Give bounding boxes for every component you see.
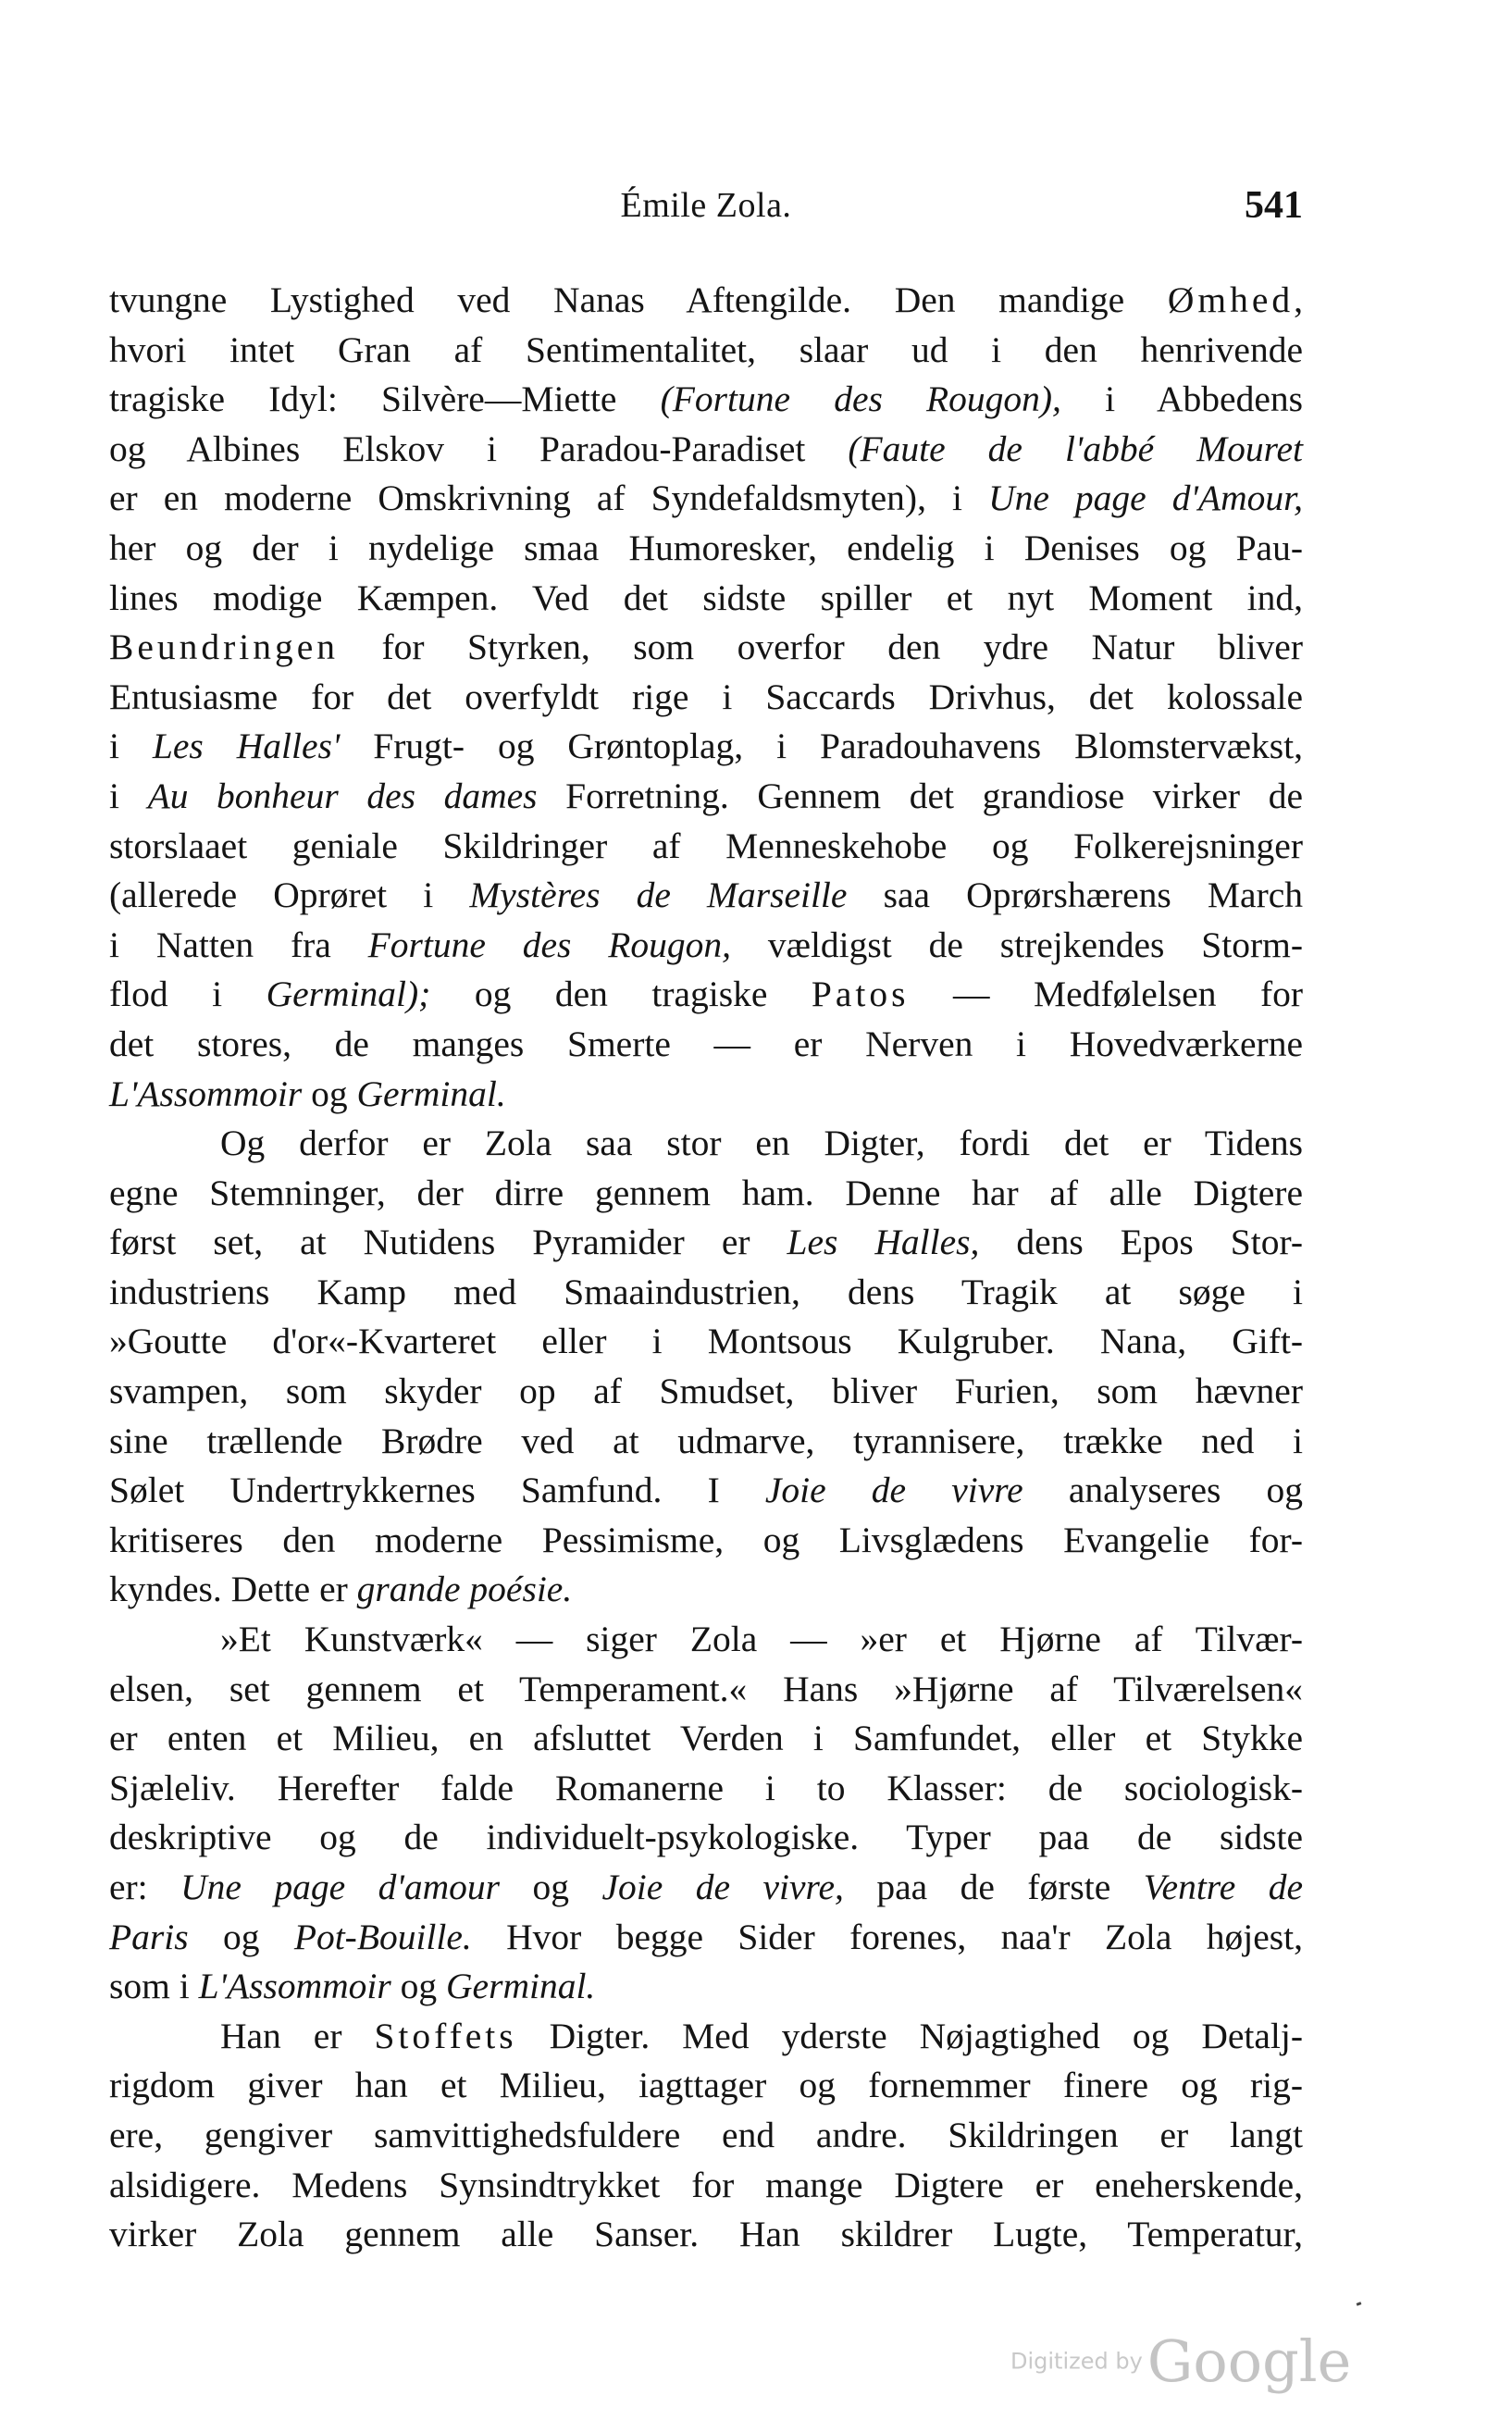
text-segment: Digter. Med yderste Nøjagtighed og Detalj- — [516, 2015, 1303, 2056]
text-segment: industriens Kamp med Smaaindustrien, dens Tragik at søge i — [109, 1271, 1303, 1312]
text-line — [109, 970, 1303, 1020]
italic-title: Germinal); — [266, 974, 431, 1015]
italic-title: (Fortune des Rougon), — [660, 379, 1061, 420]
text-segment: , — [1294, 279, 1303, 320]
text-segment: Og derfor er Zola saa stor en Digter, fordi det er Tidens — [220, 1123, 1303, 1164]
text-line — [109, 1813, 1303, 1863]
text-segment: i — [109, 726, 153, 767]
text-segment: og — [390, 1966, 447, 2007]
text-line — [109, 2210, 1303, 2260]
italic-title: Ventre de — [1143, 1867, 1303, 1907]
text-segment: saa Oprørshærens March — [847, 875, 1304, 916]
text-segment: Forretning. Gennem det grandiose virker de — [537, 775, 1303, 816]
text-segment: hvori intet Gran af Sentimentalitet, slaar ud i den henrivende — [109, 329, 1303, 370]
text-line — [109, 2012, 1303, 2062]
italic-title: L'Assommoir — [109, 1073, 303, 1114]
italic-title: Fortune des Rougon, — [367, 924, 732, 965]
text-segment: paa de første — [843, 1867, 1144, 1907]
text-line — [109, 1119, 1303, 1169]
text-segment: elsen, set gennem et Temperament.« Hans »Hjørne af Tilværelsen« — [109, 1668, 1303, 1709]
text-segment: Frugt- og Grøntoplag, i Paradouhavens Blomstervækst, — [340, 726, 1303, 767]
text-line — [109, 276, 1303, 326]
spaced-emphasis: Stoffets — [374, 2015, 517, 2056]
running-header — [109, 185, 1303, 241]
text-segment: »Goutte d'or«-Kvarteret eller i Montsous Kulgruber. Nana, Gift- — [109, 1321, 1303, 1362]
text-segment: »Et Kunstværk« — siger Zola — »er et Hjørne af Tilvær- — [220, 1619, 1303, 1660]
text-segment: kyndes. Dette er — [109, 1569, 357, 1610]
text-line — [109, 375, 1303, 425]
text-segment: ere, gengiver samvittighedsfuldere end andre. Skildringen er langt — [109, 2114, 1303, 2155]
text-segment: virker Zola gennem alle Sanser. Han skildrer Lugte, Temperatur, — [109, 2214, 1303, 2255]
text-line — [109, 1218, 1303, 1268]
italic-title: (Faute de l'abbé Mouret — [848, 428, 1303, 469]
text-segment: her og der i nydelige smaa Humoresker, endelig i Denises og Pau- — [109, 527, 1303, 568]
text-segment: egne Stemninger, der dirre gennem ham. Denne har af alle Digtere — [109, 1172, 1303, 1213]
text-line — [109, 1913, 1303, 1963]
text-segment: vældigst de strejkendes Storm- — [731, 924, 1303, 965]
text-segment: først set, at Nutidens Pyramider er — [109, 1222, 787, 1263]
spaced-emphasis: Patos — [811, 974, 910, 1015]
text-segment: og — [500, 1867, 602, 1907]
text-segment: Entusiasme for det overfyldt rige i Saccards Drivhus, det kolossale — [109, 676, 1303, 717]
italic-title: Pot-Bouille. — [293, 1916, 472, 1957]
text-line — [109, 1417, 1303, 1467]
text-segment: og den tragiske — [430, 974, 812, 1015]
running-title: Émile Zola. — [620, 186, 792, 225]
text-line — [109, 822, 1303, 872]
italic-title: grande poésie. — [356, 1569, 573, 1610]
text-segment: Sølet Undertrykkernes Samfund. I — [109, 1470, 765, 1511]
text-segment: det stores, de manges Smerte — er Nerven i Hovedværkerne — [109, 1023, 1303, 1064]
italic-title: Germinal. — [356, 1073, 506, 1114]
text-line — [109, 425, 1303, 475]
book-page — [109, 185, 1303, 2260]
text-line — [109, 1516, 1303, 1566]
text-segment: tragiske Idyl: Silvère—Miette — [109, 379, 661, 420]
text-segment: er en moderne Omskrivning af Syndefaldsmyten), i — [109, 478, 989, 519]
text-line — [109, 1764, 1303, 1814]
text-segment: storslaaet geniale Skildringer af Menneskehobe og Folkerejsninger — [109, 825, 1303, 866]
watermark-prefix: Digitized by — [1010, 2348, 1143, 2375]
text-line — [109, 1565, 1303, 1615]
text-line — [109, 2061, 1303, 2111]
text-segment: svampen, som skyder op af Smudset, bliver Furien, som hævner — [109, 1371, 1303, 1412]
text-line — [109, 1863, 1303, 1913]
text-segment: i Natten fra — [109, 924, 368, 965]
text-segment: dens Epos Stor- — [979, 1222, 1303, 1263]
text-line — [109, 474, 1303, 524]
text-line — [109, 1268, 1303, 1318]
text-line — [109, 326, 1303, 376]
text-segment: for Styrken, som overfor den ydre Natur bliver — [339, 627, 1303, 668]
text-segment: analyseres og — [1022, 1470, 1304, 1511]
text-line — [109, 1020, 1303, 1070]
italic-title: Paris — [109, 1916, 189, 1957]
text-line — [109, 1665, 1303, 1715]
text-line — [109, 1169, 1303, 1219]
text-line — [109, 574, 1303, 624]
italic-title: Germinal. — [446, 1966, 596, 2007]
text-line — [109, 673, 1303, 723]
text-segment: tvungne Lystighed ved Nanas Aftengilde. Den mandige — [109, 279, 1168, 320]
text-line — [109, 1466, 1303, 1516]
text-line — [109, 871, 1303, 921]
body-text — [109, 276, 1303, 2260]
page-number: 541 — [1245, 184, 1303, 227]
text-line — [109, 1317, 1303, 1367]
text-line — [109, 921, 1303, 971]
italic-title: Au bonheur des dames — [147, 775, 538, 816]
text-segment: Hvor begge Sider forenes, naa'r Zola højest, — [471, 1916, 1303, 1957]
watermark-brand: Google — [1146, 2327, 1352, 2395]
text-segment: Sjæleliv. Herefter falde Romanerne i to Klasser: de sociologisk- — [109, 1767, 1303, 1808]
text-segment: i Abbedens — [1060, 379, 1303, 420]
italic-title: Les Halles' — [152, 726, 341, 767]
italic-title: Joie de vivre — [764, 1470, 1023, 1511]
text-segment: Han er — [220, 2015, 375, 2056]
italic-title: Une page d'Amour, — [988, 478, 1304, 519]
text-line — [109, 1962, 1303, 2012]
text-segment: som i — [109, 1966, 199, 2007]
text-line — [109, 1070, 1303, 1120]
text-segment: alsidigere. Medens Synsindtrykket for mange Digtere er eneherskende, — [109, 2164, 1303, 2205]
text-segment: i — [109, 775, 148, 816]
text-line — [109, 772, 1303, 822]
text-line — [109, 1367, 1303, 1417]
italic-title: Une page d'amour — [180, 1867, 501, 1907]
text-segment: er: — [109, 1867, 181, 1907]
italic-title: Les Halles, — [787, 1222, 980, 1263]
text-segment: flod i — [109, 974, 266, 1015]
text-segment: deskriptive og de individuelt-psykologiske. Typer paa de sidste — [109, 1817, 1303, 1858]
text-segment: og Albines Elskov i Paradou-Paradiset — [109, 428, 849, 469]
text-segment: sine trællende Brødre ved at udmarve, tyrannisere, trække ned i — [109, 1420, 1303, 1461]
text-line — [109, 1615, 1303, 1665]
digitized-watermark — [1010, 2327, 1351, 2395]
text-line — [109, 524, 1303, 574]
text-segment: — Medfølelsen for — [909, 974, 1304, 1015]
text-segment: og — [188, 1916, 294, 1957]
text-segment: lines modige Kæmpen. Ved det sidste spiller et nyt Moment ind, — [109, 577, 1303, 618]
text-segment: rigdom giver han et Milieu, iagttager og fornemmer finere og rig- — [109, 2065, 1303, 2106]
italic-title: Mystères de Marseille — [469, 875, 848, 916]
spaced-emphasis: Ømhed — [1167, 279, 1295, 320]
print-speck — [1357, 2302, 1362, 2306]
text-line — [109, 1714, 1303, 1764]
italic-title: L'Assommoir — [198, 1966, 391, 2007]
text-line — [109, 2111, 1303, 2161]
text-segment: (allerede Oprøret i — [109, 875, 470, 916]
text-line — [109, 722, 1303, 772]
text-line — [109, 2161, 1303, 2211]
text-line — [109, 623, 1303, 673]
text-segment: kritiseres den moderne Pessimisme, og Livsglædens Evangelie for- — [109, 1519, 1303, 1560]
spaced-emphasis: Beundringen — [109, 627, 340, 668]
italic-title: Joie de vivre, — [601, 1867, 844, 1907]
text-segment: og — [302, 1073, 357, 1114]
text-segment: er enten et Milieu, en afsluttet Verden i Samfundet, eller et Stykke — [109, 1718, 1303, 1759]
